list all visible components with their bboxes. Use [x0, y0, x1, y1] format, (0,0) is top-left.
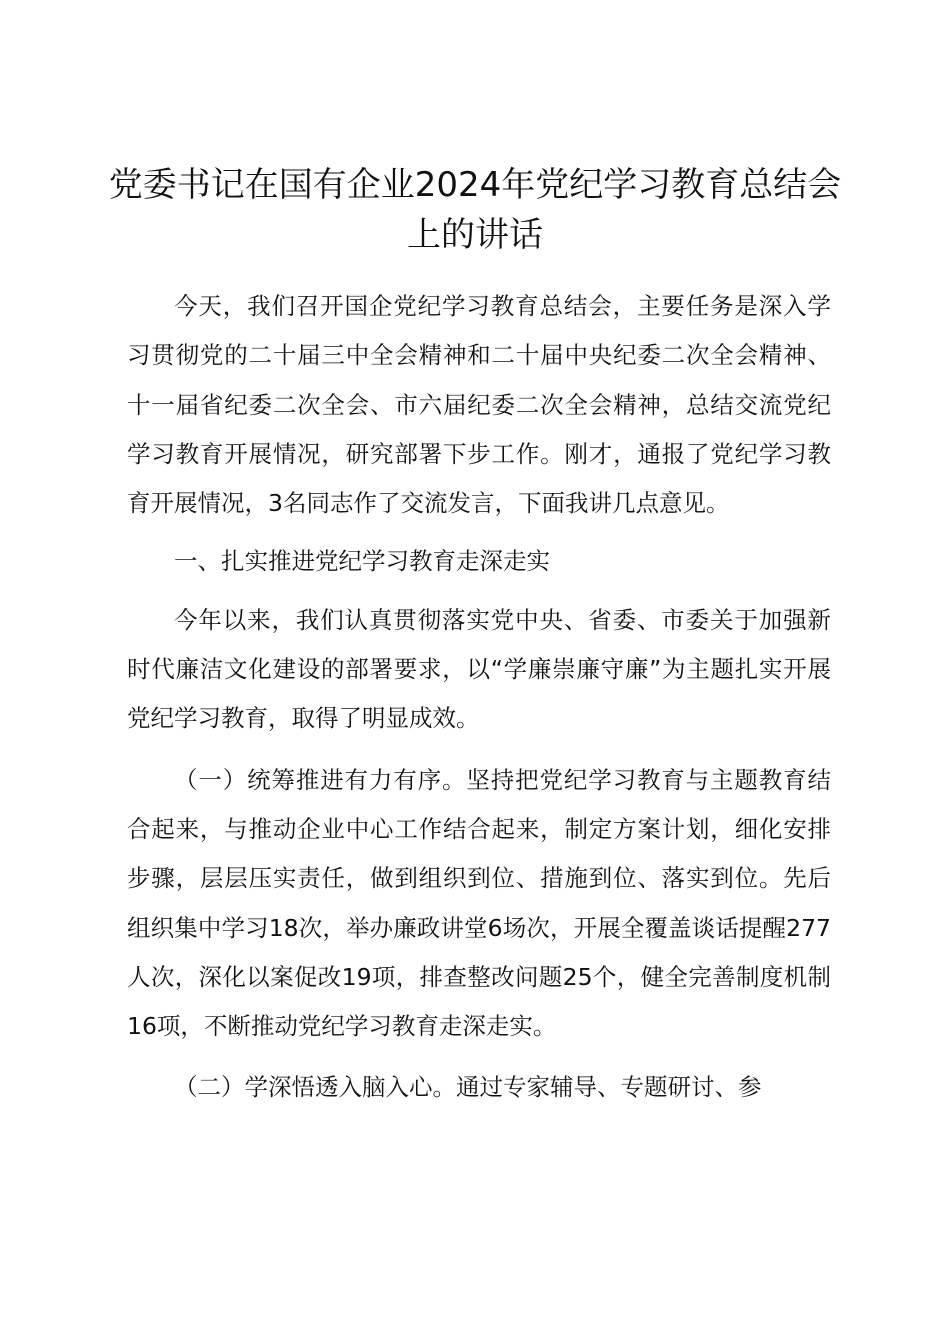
paragraph-subsection-1: （一）统筹推进有力有序。坚持把党纪学习教育与主题教育结合起来，与推动企业中心工作结合起来，制定方案计划，细化安排步骤，层层压实责任，做到组织到位、措施到位、落实到位。先后组织集中学习18次，举办廉政讲堂6场次，开展全覆盖谈话提醒277人次，深化以案促改19项，排查整改问题25个，健全完善制度机制16项，不断推动党纪学习教育走深走实。 — [127, 765, 831, 1041]
document-title: 党委书记在国有企业2024年党纪学习教育总结会上的讲话 — [108, 165, 842, 255]
section-heading-1: 一、扎实推进党纪学习教育走深走实 — [174, 547, 550, 576]
document-body — [127, 282, 831, 1113]
paragraph-intro: 今天，我们召开国企党纪学习教育总结会，主要任务是深入学习贯彻党的二十届三中全会精神和二十届中央纪委二次全会精神、十一届省纪委二次全会、市六届纪委二次全会精神，总结交流党纪学习教育开展情况，研究部署下步工作。刚才，通报了党纪学习教育开展情况，3名同志作了交流发言，下面我讲几点意见。 — [127, 292, 831, 518]
paragraph-section-1-intro: 今年以来，我们认真贯彻落实党中央、省委、市委关于加强新时代廉洁文化建设的部署要求，以“学廉崇廉守廉”为主题扎实开展党纪学习教育，取得了明显成效。 — [127, 605, 831, 733]
paragraph-subsection-2: （二）学深悟透入脑入心。通过专家辅导、专题研讨、参 — [174, 1073, 762, 1102]
